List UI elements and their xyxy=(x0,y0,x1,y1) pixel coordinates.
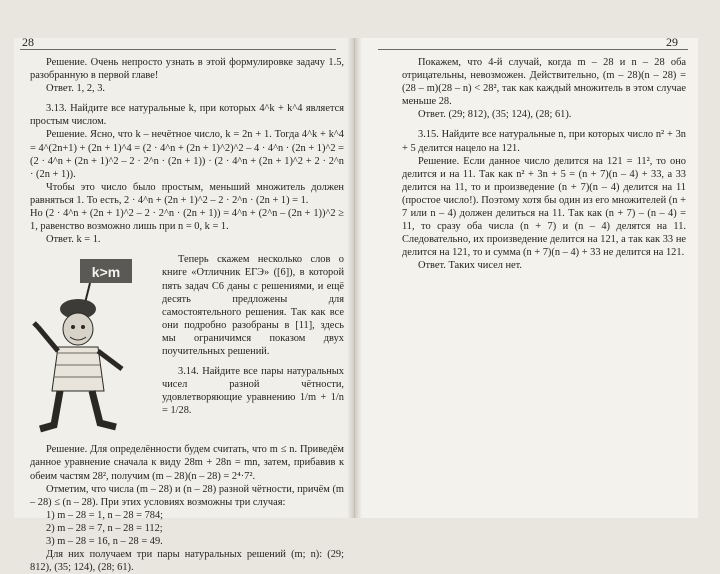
answer-3-14: Ответ. (29; 812), (35; 124), (28; 61). xyxy=(418,109,572,121)
solution-3-14: Решение. Для определённости будем считать, что m ≤ n. Приведём данное уравнение сначала к виду 28m + 28n = mn, затем, прибавив к обеим частям 28², получим (m – 28)(n – 28) = 2⁴·7². xyxy=(30,444,344,482)
problem-3-15: 3.15. Найдите все натуральные n, при которых число n² + 3n + 5 делится нацело на 121. xyxy=(402,129,686,154)
problem-3-14: 3.14. Найдите все пары натуральных чисел разной чётности, удовлетворяющие уравнению 1/m + 1/n = 1/28. xyxy=(162,366,344,417)
solution-3-15: Решение. Если данное число делится на 121 = 11², то оно делится и на 11. Так как n² + 3n + 5 = (n + 7)(n – 4) + 33, а 33 делится на 11, то и произведение (n + 7)(n – 4) делится на 11 (простое число!). Поэтому хотя бы один из его множителей (n + 7 или n – 4) должен делиться на 11. Так как (n + 7) – (n – 4) = 11, то сразу оба числа (n + 7) и (n – 4) делятся на 11. Следовательно, их произведение делится на 121, а так как 33 не делится на 121, то и сумма (n + 7)(n – 4) + 33 не делится на 121. xyxy=(402,155,686,259)
page-number-left: 28 xyxy=(22,35,34,49)
solution-3-13: Решение. Ясно, что k – нечётное число, k = 2n + 1. Тогда 4^k + k^4 = 4^(2n+1) + (2n + 1)^4 = (2 · 4^n + (2n + 1)^2)^2 – 4 · 4^n · (2n + 1)^2 = (2 · 4^n + (2n + 1)^2 – 2 · 2^n · (2n + 1)) · (2 · 4^n + (2n + 1)^2 + 2 · 2^n · (2n + 1)). xyxy=(30,129,344,180)
header-rule-left xyxy=(20,49,336,50)
answer-3-12: Ответ. 1, 2, 3. xyxy=(46,83,106,95)
cartoon-sign-text: k>m xyxy=(91,264,121,281)
books-note xyxy=(162,253,344,417)
case-4-proof: Покажем, что 4-й случай, когда m – 28 и n – 28 оба отрицательны, невозможен. Действительно, (m – 28)(n – 28) = (28 – m)(28 – n) < 28², так как каждый множитель в этом случае меньше 28. xyxy=(402,57,686,108)
illustrated-section xyxy=(30,253,344,443)
right-page-text xyxy=(402,56,686,273)
solution-3-13-cont: Чтобы это число было простым, меньший множитель должен равняться 1. То есть, 2 · 4^n + (2n + 1)^2 – 2 · 2^n · (2n + 1) = 1. xyxy=(30,181,344,206)
solution-3-13-end: Но (2 · 4^n + (2n + 1)^2 – 2 · 2^n · (2n + 1)) = 4^n + (2^n – (2n + 1))^2 ≥ 1, равенство возможно лишь при n = 0, k = 1. xyxy=(30,208,344,233)
solution-3-14-note: Отметим, что числа (m – 28) и (n – 28) разной чётности, причём (m – 28) ≤ (n – 28). При этих условиях возможны три случая: xyxy=(30,483,344,508)
case-1: 1) m – 28 = 1, n – 28 = 784; xyxy=(46,509,164,521)
answer-3-15: Ответ. Таких чисел нет. xyxy=(418,260,523,272)
student-cartoon-illustration xyxy=(30,253,150,443)
case-2: 2) m – 28 = 7, n – 28 = 112; xyxy=(46,522,163,534)
case-3: 3) m – 28 = 16, n – 28 = 49. xyxy=(46,535,163,547)
book-gutter xyxy=(347,38,362,518)
solution-3-12: Решение. Очень непросто узнать в этой формулировке задачу 1.5, разобранную в первой главе! xyxy=(30,57,344,82)
left-page-text xyxy=(30,56,344,574)
right-page xyxy=(362,35,698,518)
solutions-3-14: Для них получаем три пары натуральных решений (m; n): (29; 812), (35; 124), (28; 61). xyxy=(30,549,344,574)
header-rule-right xyxy=(378,49,688,50)
page-number-right: 29 xyxy=(666,35,678,49)
answer-3-13: Ответ. k = 1. xyxy=(46,234,101,246)
left-page xyxy=(14,35,347,574)
problem-3-13: 3.13. Найдите все натуральные k, при которых 4^k + k^4 является простым числом. xyxy=(30,103,344,128)
books-note-text: Теперь скажем несколько слов о книге «Отличник ЕГЭ» ([6]), в которой пять задач С6 даны с решениями, и ещё десять предложены для самостоятельного решения. Так как все они подробно разобраны в [11], здесь мы ограничимся показом двух поучительных решений. xyxy=(162,254,344,357)
